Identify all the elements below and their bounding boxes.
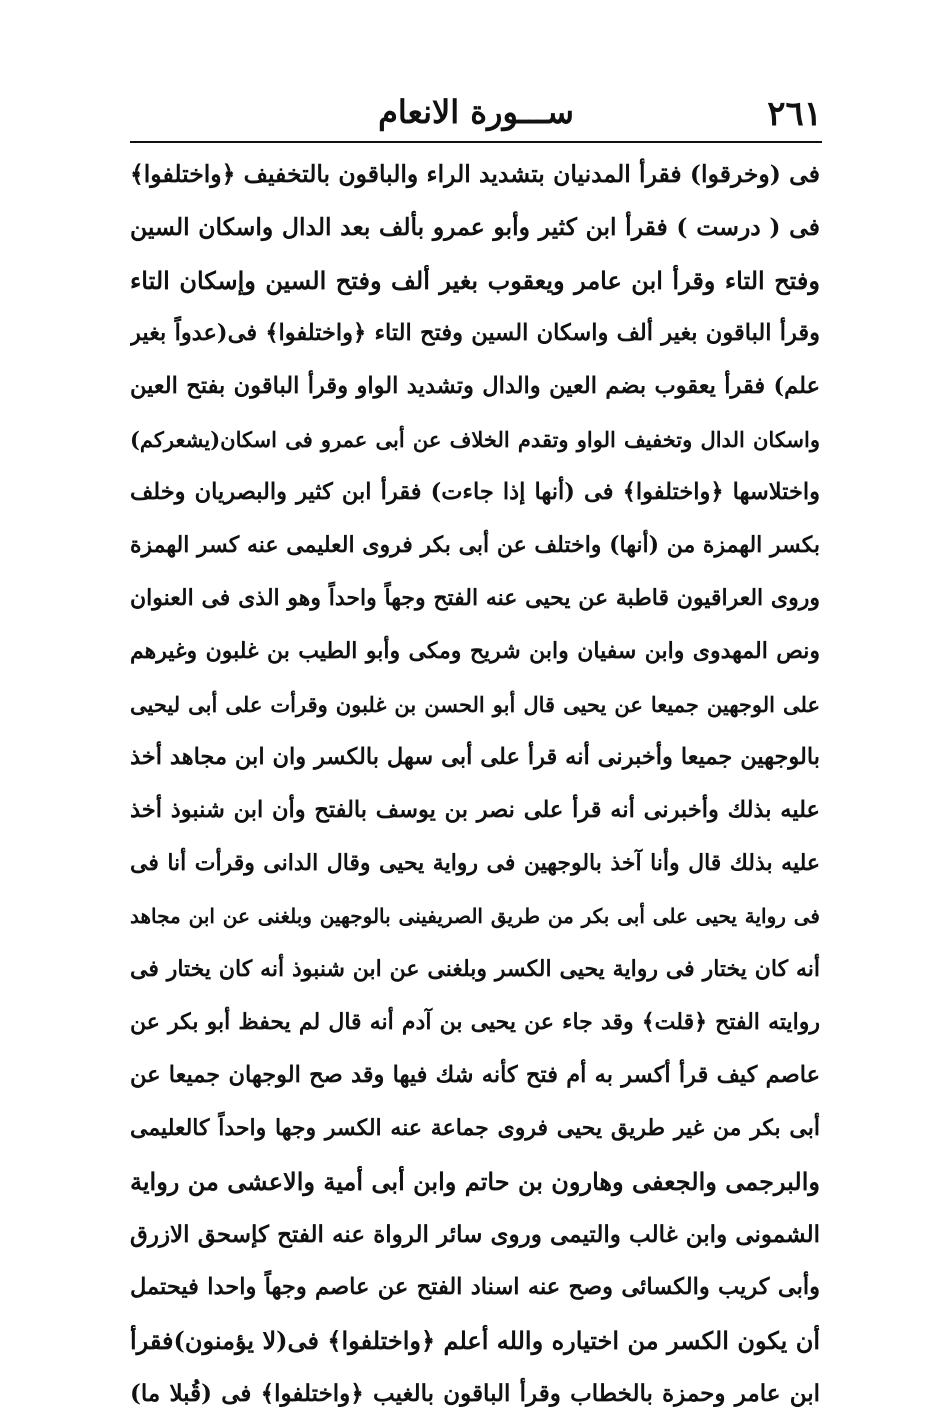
text-line: فى ( درست ) فقرأ ابن كثير وأبو عمرو بألف بعد الدال واسكان السين [130, 213, 820, 241]
text-line: الشمونى وابن غالب والتيمى وروى سائر الرواة عنه الفتح كإسحق الازرق [130, 1221, 820, 1248]
text-line: والبرجمى والجعفى وهارون بن حاتم وابن أبى أمية والاعشى من رواية [130, 1167, 820, 1196]
text-line: أنه كان يختار فى رواية يحيى الكسر وبلغنى عن ابن شنبوذ أنه كان يختار فى [130, 956, 820, 982]
surah-title: ســـورة الانعام [378, 93, 574, 131]
text-line: أبى بكر من غير طريق يحيى فروى جماعة عنه الكسر وجها واحداً كالعليمى [130, 1115, 820, 1141]
body-text [130, 148, 820, 1420]
text-line: وقرأ الباقون بغير ألف واسكان السين وفتح التاء ﴿واختلفوا﴾ فى(عدواً بغير [130, 320, 820, 346]
text-line: ابن عامر وحمزة بالخطاب وقرأ الباقون بالغيب ﴿واختلفوا﴾ فى (قُبلا ما) [130, 1380, 820, 1407]
text-line: واختلاسها ﴿واختلفوا﴾ فى (أنها إذا جاءت) فقرأ ابن كثير والبصريان وخلف [130, 479, 820, 505]
page-header [130, 88, 822, 140]
text-line: وفتح التاء وقرأ ابن عامر ويعقوب بغير ألف وفتح السين وإسكان التاء [130, 266, 820, 295]
text-line: فى رواية يحيى على أبى بكر من طريق الصريفينى بالوجهين وبلغنى عن ابن مجاهد [130, 904, 820, 928]
text-line: ونص المهدوى وابن سفيان وابن شريح ومكى وأبو الطيب بن غلبون وغيرهم [130, 638, 820, 664]
text-line: وروى العراقيون قاطبة عن يحيى عنه الفتح وجهاً واحداً وهو الذى فى العنوان [130, 585, 820, 611]
text-line: عاصم كيف قرأ أكسر به أم فتح كأنه شك فيها وقد صح الوجهان جميعا عن [130, 1062, 820, 1088]
text-line: بكسر الهمزة من (أنها) واختلف عن أبى بكر فروى العليمى عنه كسر الهمزة [130, 532, 820, 558]
text-line: واسكان الدال وتخفيف الواو وتقدم الخلاف عن أبى عمرو فى اسكان(يشعركم) [130, 427, 820, 452]
text-line: عليه بذلك قال وأنا آخذ بالوجهين فى رواية يحيى وقال الدانى وقرأت أنا فى [130, 850, 820, 876]
text-line: روايته الفتح ﴿قلت﴾ وقد جاء عن يحيى بن آدم أنه قال لم يحفظ أبو بكر عن [130, 1009, 820, 1035]
text-line: فى (وخرقوا) فقرأ المدنيان بتشديد الراء والباقون بالتخفيف ﴿واختلفوا﴾ [130, 160, 820, 188]
text-line: على الوجهين جميعا عن يحيى قال أبو الحسن بن غلبون وقرأت على أبى ليحيى [130, 692, 820, 717]
text-line: بالوجهين جميعا وأخبرنى أنه قرأ على أبى سهل بالكسر وان ابن مجاهد أخذ [130, 744, 820, 770]
text-line: أن يكون الكسر من اختياره والله أعلم ﴿واختلفوا﴾ فى(لا يؤمنون)فقرأ [130, 1326, 820, 1355]
text-line: وأبى كريب والكسائى وصح عنه اسناد الفتح عن عاصم وجهاً واحدا فيحتمل [130, 1274, 820, 1300]
page-number: ٢٦١ [767, 94, 822, 134]
header-rule [130, 141, 822, 143]
text-line: عليه بذلك وأخبرنى أنه قرأ على نصر بن يوسف بالفتح وأن ابن شنبوذ أخذ [130, 797, 820, 823]
text-line: علم) فقرأ يعقوب بضم العين والدال وتشديد الواو وقرأ الباقون بفتح العين [130, 373, 820, 399]
